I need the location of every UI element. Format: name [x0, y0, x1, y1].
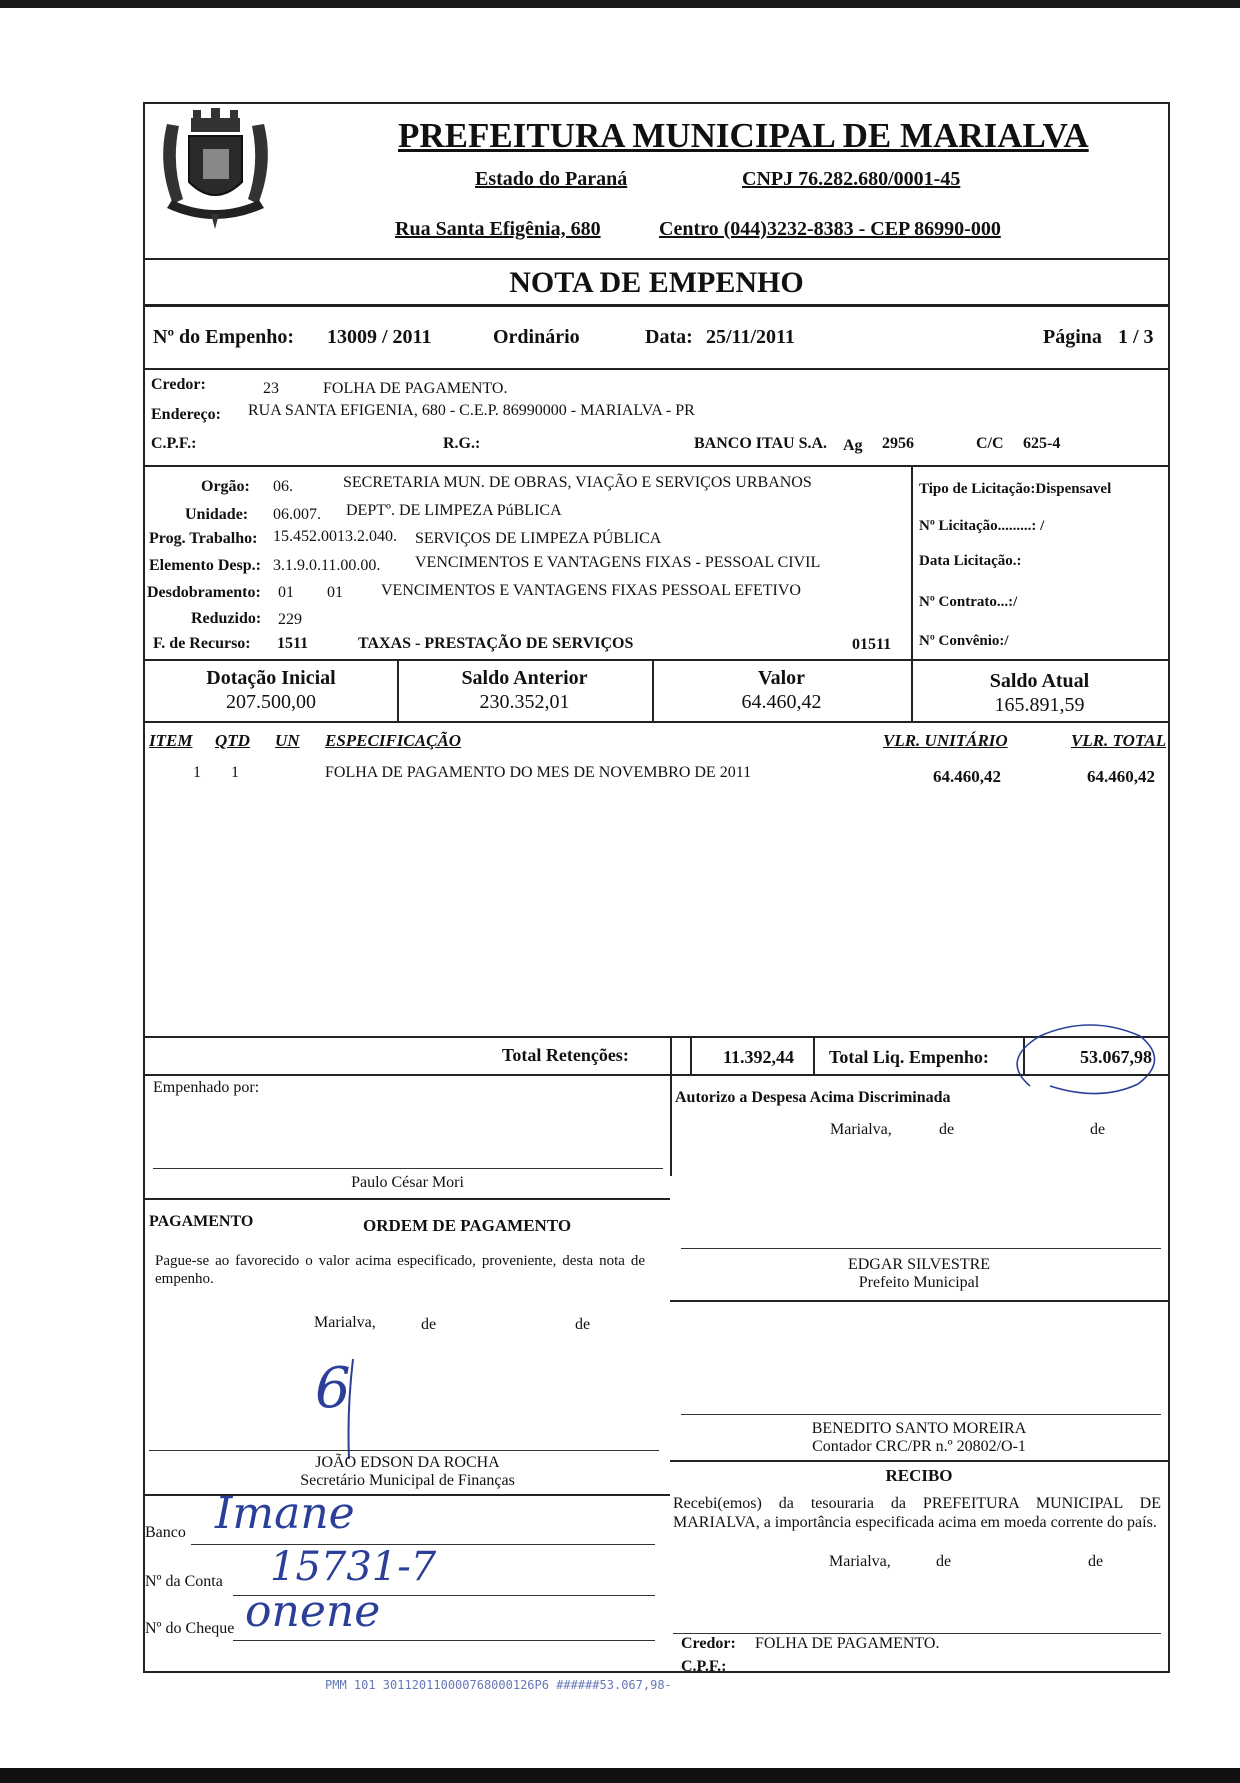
- valor-label: Valor: [757, 667, 806, 689]
- recibo-de-2: de: [1088, 1553, 1104, 1570]
- recibo-title: RECIBO: [885, 1466, 953, 1485]
- account-number: 625-4: [1023, 435, 1061, 452]
- prog-trabalho-desc: SERVIÇOS DE LIMPEZA PÚBLICA: [415, 530, 662, 547]
- numero-licitacao: Nº Licitação.........: /: [919, 518, 1045, 534]
- empenho-date: 25/11/2011: [706, 326, 795, 348]
- col-vlr-unitario-header: VLR. UNITÁRIO: [883, 731, 1008, 750]
- recibo-city: Marialva,: [829, 1553, 891, 1570]
- desdobramento-code-1: 01: [278, 584, 294, 601]
- bank-name: BANCO ITAU S.A.: [694, 435, 828, 452]
- numero-contrato: Nº Contrato...:/: [919, 594, 1018, 610]
- col-un-header: UN: [275, 731, 300, 750]
- street-address: Rua Santa Efigênia, 680: [395, 218, 601, 240]
- contador-role: Contador CRC/PR n.º 20802/O-1: [812, 1438, 1026, 1455]
- item-number: 1: [193, 764, 201, 781]
- pagamento-label: PAGAMENTO: [149, 1213, 254, 1230]
- recibo-text: Recebi(emos) da tesouraria da PREFEITURA MUNICIPAL DE MARIALVA, a importância especificada acima em moeda corrente do país.: [673, 1495, 1161, 1531]
- col-especificacao-header: ESPECIFICAÇÃO: [325, 731, 462, 750]
- pagamento-city: Marialva,: [314, 1314, 376, 1331]
- document-form: [143, 102, 1170, 1673]
- signature-stroke-icon: [343, 1359, 363, 1459]
- desdobramento-desc: VENCIMENTOS E VANTAGENS FIXAS PESSOAL EFETIVO: [381, 582, 801, 599]
- orgao-code: 06.: [273, 478, 293, 495]
- reduzido-code: 229: [278, 611, 302, 628]
- agency-number: 2956: [882, 435, 914, 452]
- elemento-desp-desc: VENCIMENTOS E VANTAGENS FIXAS - PESSOAL CIVIL: [415, 554, 821, 571]
- fonte-recurso-code-2: 01511: [852, 636, 892, 653]
- saldo-atual-label: Saldo Atual: [989, 670, 1090, 692]
- ordem-pagamento-label: ORDEM DE PAGAMENTO: [363, 1216, 572, 1235]
- pagamento-de-2: de: [575, 1316, 591, 1333]
- desdobramento-label: Desdobramento:: [147, 584, 261, 601]
- orgao-desc: SECRETARIA MUN. DE OBRAS, VIAÇÃO E SERVIÇOS URBANOS: [343, 474, 812, 491]
- cheque-value: onene: [245, 1586, 381, 1637]
- unidade-code: 06.007.: [273, 506, 321, 523]
- saldo-anterior-label: Saldo Anterior: [461, 667, 588, 689]
- recibo-de-1: de: [936, 1553, 952, 1570]
- saldo-anterior-value: 230.352,01: [479, 691, 570, 713]
- autorizo-city: Marialva,: [830, 1121, 892, 1138]
- district-phone-cep: Centro (044)3232-8383 - CEP 86990-000: [659, 218, 1001, 240]
- scan-top-band: [0, 0, 1240, 8]
- rg-label: R.G.:: [443, 435, 481, 452]
- empenho-number: 13009 / 2011: [327, 326, 432, 348]
- cnpj: CNPJ 76.282.680/0001-45: [742, 168, 961, 190]
- footer-code: PMM 101 301120110000768000126P6 ######53.067,98-: [325, 1678, 672, 1692]
- recibo-cpf-label: C.P.F.:: [681, 1658, 727, 1675]
- municipality-title: PREFEITURA MUNICIPAL DE MARIALVA: [398, 116, 1089, 155]
- cpf-label: C.P.F.:: [151, 435, 197, 452]
- unidade-desc: DEPTº. DE LIMPEZA PúBLICA: [346, 502, 562, 519]
- credor-code: 23: [263, 380, 279, 397]
- data-licitacao: Data Licitação.:: [919, 553, 1022, 569]
- page-number: 1 / 3: [1118, 326, 1154, 348]
- dotacao-inicial-label: Dotação Inicial: [206, 667, 336, 689]
- address-label: Endereço:: [151, 406, 221, 423]
- empenhado-por-label: Empenhado por:: [153, 1079, 260, 1096]
- banco-label: Banco: [145, 1524, 186, 1541]
- saldo-atual-value: 165.891,59: [994, 694, 1085, 716]
- pagamento-de-1: de: [421, 1316, 437, 1333]
- account-label: C/C: [976, 435, 1004, 452]
- secretario-role: Secretário Municipal de Finanças: [300, 1472, 515, 1489]
- recibo-credor-label: Credor:: [681, 1635, 736, 1652]
- agency-label: Ag: [843, 437, 863, 454]
- numero-convenio: Nº Convênio:/: [919, 633, 1009, 649]
- banco-value: Imane: [215, 1488, 355, 1539]
- scan-bottom-band: [0, 1768, 1240, 1783]
- item-vlr-total: 64.460,42: [1087, 767, 1155, 786]
- empenhado-por-name: Paulo César Mori: [351, 1174, 464, 1191]
- item-qtd: 1: [231, 764, 239, 781]
- conta-label: Nº da Conta: [145, 1573, 223, 1590]
- elemento-desp-label: Elemento Desp.:: [149, 557, 261, 574]
- cheque-label: Nº do Cheque: [145, 1620, 235, 1637]
- col-qtd-header: QTD: [215, 731, 250, 750]
- hand-drawn-circle-icon: [1010, 1020, 1160, 1096]
- credor-address: RUA SANTA EFIGENIA, 680 - C.E.P. 86990000 - MARIALVA - PR: [248, 402, 695, 419]
- unidade-label: Unidade:: [185, 506, 249, 523]
- prog-trabalho-label: Prog. Trabalho:: [149, 530, 258, 547]
- orgao-label: Orgão:: [201, 478, 250, 495]
- total-retencoes-label: Total Retenções:: [502, 1045, 629, 1065]
- fonte-recurso-desc: TAXAS - PRESTAÇÃO DE SERVIÇOS: [358, 635, 634, 652]
- autorizo-de-2: de: [1090, 1121, 1106, 1138]
- date-label: Data:: [645, 326, 693, 348]
- item-vlr-unitario: 64.460,42: [933, 767, 1001, 786]
- item-especificacao: FOLHA DE PAGAMENTO DO MES DE NOVEMBRO DE 2011: [325, 764, 752, 781]
- document-title: NOTA DE EMPENHO: [509, 266, 804, 299]
- dotacao-inicial-value: 207.500,00: [226, 691, 316, 713]
- valor-value: 64.460,42: [741, 691, 822, 713]
- prefeito-name: EDGAR SILVESTRE: [847, 1256, 991, 1273]
- state-name: Estado do Paraná: [475, 168, 628, 190]
- prefeito-role: Prefeito Municipal: [858, 1274, 980, 1291]
- elemento-desp-code: 3.1.9.0.11.00.00.: [273, 557, 381, 574]
- handwritten-initial: 6: [315, 1356, 351, 1421]
- credor-label: Credor:: [151, 376, 206, 393]
- empenho-number-label: Nº do Empenho:: [153, 326, 295, 348]
- desdobramento-code-2: 01: [327, 584, 343, 601]
- page-label: Página: [1043, 326, 1102, 348]
- conta-value: 15731-7: [270, 1544, 437, 1590]
- total-liquido-value: 53.067,98: [1080, 1047, 1152, 1067]
- tipo-licitacao: Tipo de Licitação:Dispensavel: [919, 481, 1112, 497]
- recibo-credor-name: FOLHA DE PAGAMENTO.: [755, 1635, 940, 1652]
- autorizo-de-1: de: [939, 1121, 955, 1138]
- col-vlr-total-header: VLR. TOTAL: [1071, 731, 1167, 750]
- prog-trabalho-code: 15.452.0013.2.040.: [273, 528, 397, 545]
- empenho-type: Ordinário: [493, 326, 580, 348]
- fonte-recurso-code: 1511: [277, 635, 309, 652]
- total-retencoes-value: 11.392,44: [723, 1047, 795, 1067]
- reduzido-label: Reduzido:: [191, 610, 262, 627]
- fonte-recurso-label: F. de Recurso:: [153, 635, 251, 652]
- credor-name: FOLHA DE PAGAMENTO.: [323, 380, 508, 397]
- coat-of-arms-icon: [153, 104, 278, 229]
- contador-name: BENEDITO SANTO MOREIRA: [811, 1420, 1027, 1437]
- autorizo-label: Autorizo a Despesa Acima Discriminada: [675, 1089, 951, 1106]
- secretario-name: JOÃO EDSON DA ROCHA: [315, 1454, 500, 1471]
- pagamento-text: Pague-se ao favorecido o valor acima especificado, proveniente, desta nota de empenho.: [155, 1253, 645, 1287]
- col-item-header: ITEM: [149, 731, 193, 750]
- total-liquido-label: Total Liq. Empenho:: [829, 1047, 989, 1067]
